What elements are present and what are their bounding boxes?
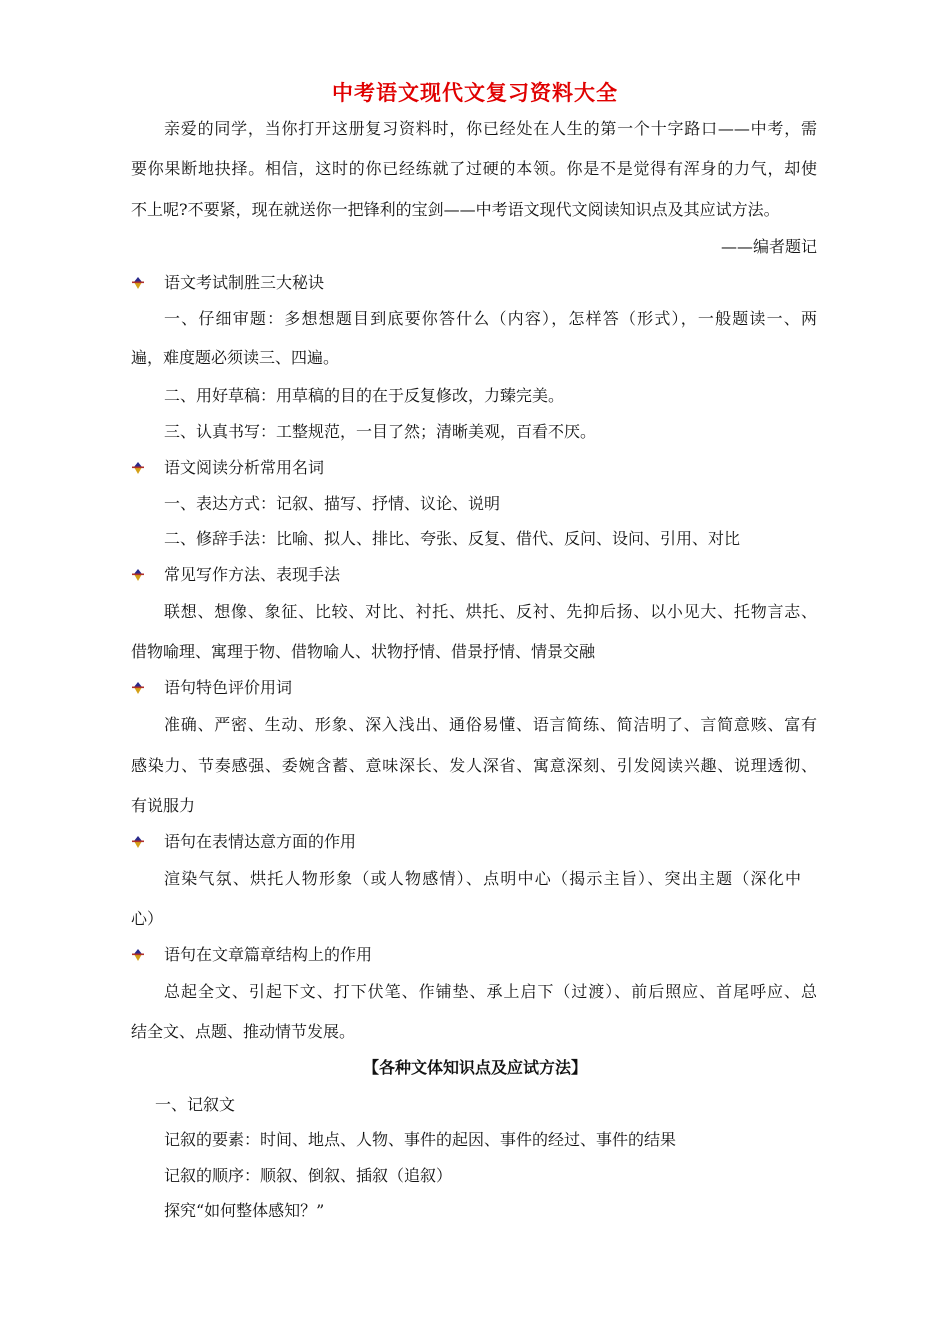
narrative-line: 探究“如何整体感知？” [164,1201,325,1220]
section-line: 二、用好草稿：用草稿的目的在于反复修改，力臻完美。 [164,386,565,405]
section-line: 有说服力 [131,796,196,815]
page-title: 中考语文现代文复习资料大全 [332,80,618,105]
section-line: 一、仔细审题：多想想题目到底要你答什么（内容），怎样答（形式），一般题读一、两 [164,309,817,328]
section-line: 联想、想像、象征、比较、对比、衬托、烘托、反衬、先抑后扬、以小见大、托物言志、 [164,602,817,621]
section-line: 一、表达方式：记叙、描写、抒情、议论、说明 [164,494,501,513]
section-line: 二、修辞手法：比喻、拟人、排比、夸张、反复、借代、反问、设问、引用、对比 [164,529,741,548]
diamond-arrow-bullet-icon [131,835,145,849]
section-line: 遍，难度题必须读三、四遍。 [131,348,340,367]
section-line: 结全文、点题、推动情节发展。 [131,1022,356,1041]
intro-line: 亲爱的同学，当你打开这册复习资料时，你已经处在人生的第一个十字路口——中考，需 [164,119,817,138]
intro-line: 不上呢?不要紧，现在就送你一把锋利的宝剑——中考语文现代文阅读知识点及其应试方法。 [131,200,780,219]
diamond-arrow-bullet-icon [131,681,145,695]
section-heading: 语句在文章篇章结构上的作用 [164,945,373,964]
section-line: 渲染气氛、烘托人物形象（或人物感情）、点明中心（揭示主旨）、突出主题（深化中 [164,869,801,888]
intro-line: 要你果断地抉择。相信，这时的你已经练就了过硬的本领。你是不是觉得有浑身的力气，却使 [131,159,817,178]
diamond-arrow-bullet-icon [131,568,145,582]
diamond-arrow-bullet-icon [131,276,145,290]
section-line: 总起全文、引起下文、打下伏笔、作铺垫、承上启下（过渡）、前后照应、首尾呼应、总 [164,982,817,1001]
section-subheading: 【各种文体知识点及应试方法】 [362,1058,587,1077]
section-heading: 语文考试制胜三大秘诀 [164,273,325,292]
section-heading: 语文阅读分析常用名词 [164,458,325,477]
diamond-arrow-bullet-icon [131,461,145,475]
section-heading: 语句特色评价用词 [164,678,293,697]
intro-signature: ——编者题记 [720,237,817,256]
section-line: 心） [131,909,164,928]
narrative-line: 记叙的顺序：顺叙、倒叙、插叙（追叙） [164,1166,453,1185]
section-heading: 常见写作方法、表现手法 [164,565,341,584]
section-line: 感染力、节奏感强、委婉含蓄、意味深长、发人深省、寓意深刻、引发阅读兴趣、说理透彻、 [131,756,817,775]
narrative-heading: 一、记叙文 [155,1095,236,1114]
section-line: 三、认真书写：工整规范，一目了然；清晰美观，百看不厌。 [164,422,597,441]
section-line: 准确、严密、生动、形象、深入浅出、通俗易懂、语言简练、简洁明了、言简意赅、富有 [164,715,817,734]
narrative-line: 记叙的要素：时间、地点、人物、事件的起因、事件的经过、事件的结果 [164,1130,677,1149]
diamond-arrow-bullet-icon [131,948,145,962]
section-line: 借物喻理、寓理于物、借物喻人、状物抒情、借景抒情、情景交融 [131,642,596,661]
section-heading: 语句在表情达意方面的作用 [164,832,357,851]
